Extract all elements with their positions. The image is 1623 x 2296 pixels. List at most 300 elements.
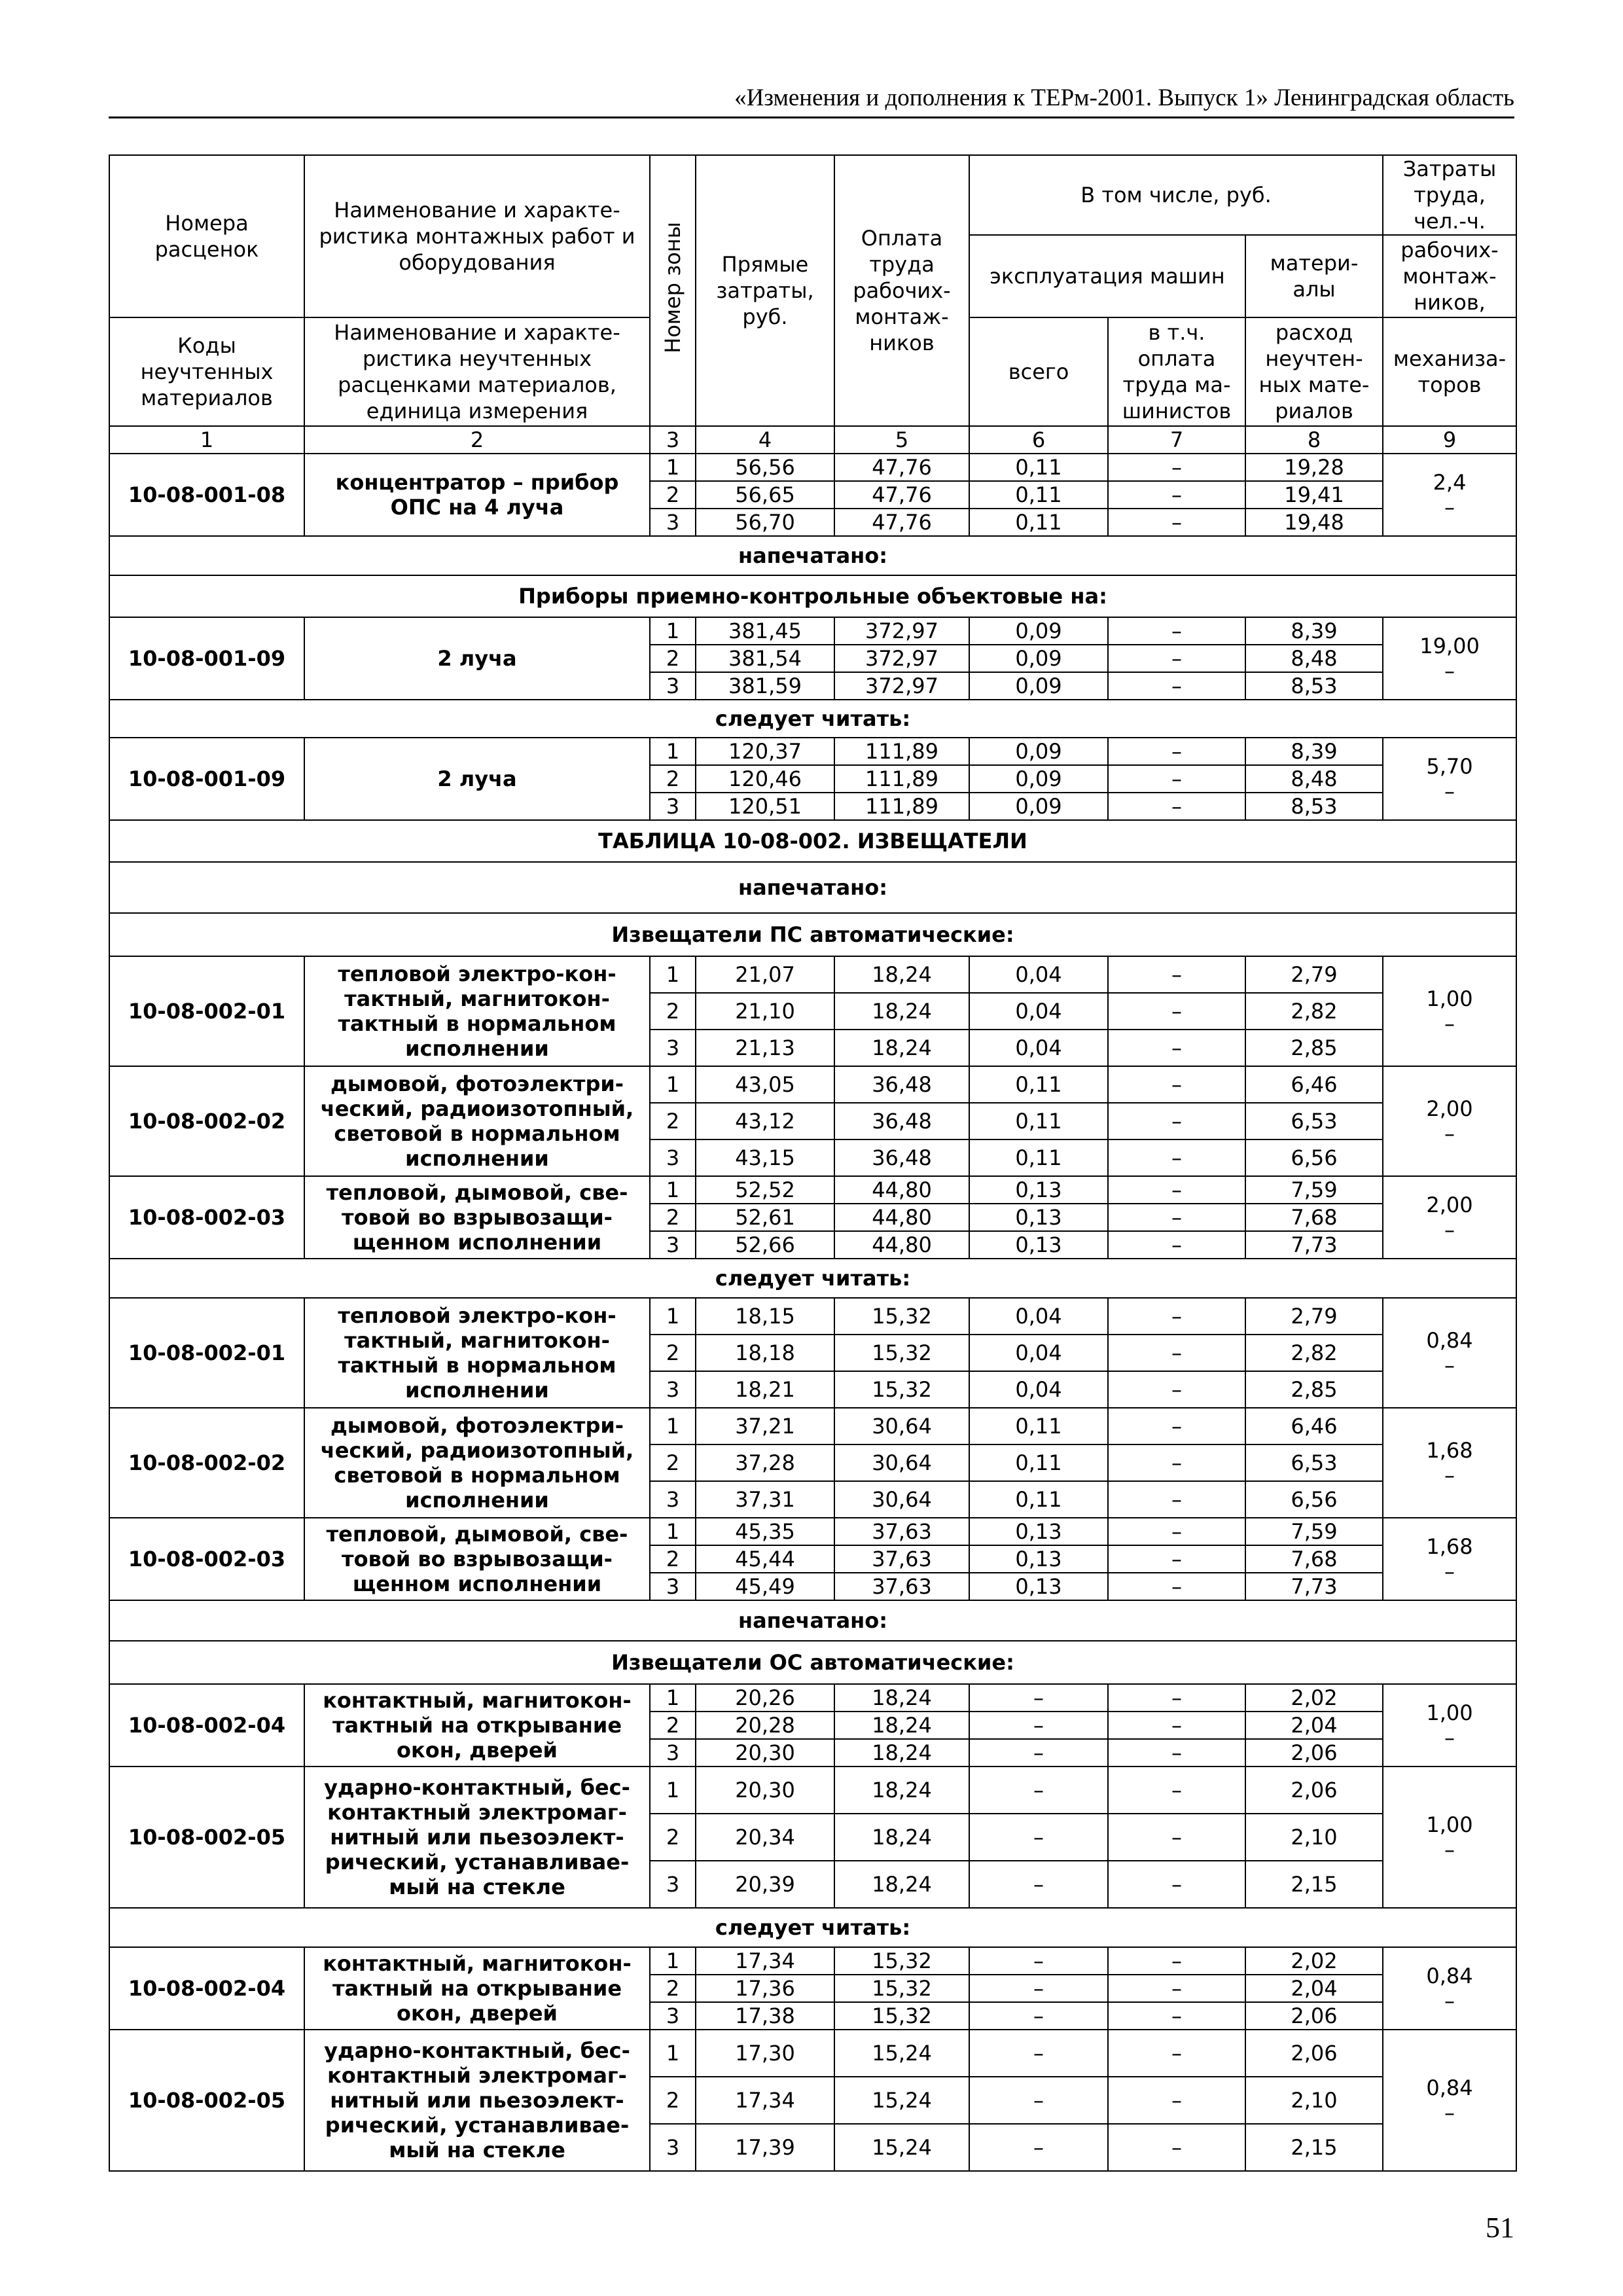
cell-zone: 1 — [650, 1066, 696, 1103]
cell-machinists-wages: – — [1108, 454, 1245, 481]
header-direct-costs: Прямые затраты, руб. — [696, 155, 834, 426]
cell-wages: 15,24 — [834, 2077, 969, 2124]
table-row — [109, 1066, 1516, 1103]
cell-wages: 111,89 — [834, 793, 969, 820]
cell-machinists-wages: – — [1108, 672, 1245, 700]
cell-wages: 36,48 — [834, 1066, 969, 1103]
header-unaccounted-names: Наименование и характе-ристика неучтенных расценками материалов, единица измерения — [304, 317, 650, 426]
cell-machines-total: – — [969, 2002, 1108, 2030]
cell-wages: 372,97 — [834, 617, 969, 645]
rate-name: дымовой, фотоэлектри-ческий, радиоизотопный, световой в нормальном исполнении — [304, 1408, 650, 1518]
cell-direct-costs: 20,28 — [696, 1712, 834, 1739]
cell-zone: 1 — [650, 956, 696, 993]
cell-zone: 1 — [650, 2030, 696, 2077]
cell-direct-costs: 37,21 — [696, 1408, 834, 1444]
cell-machinists-wages: – — [1108, 481, 1245, 509]
column-numbers-row — [109, 426, 1516, 454]
cell-materials: 2,10 — [1245, 2077, 1383, 2124]
cell-wages: 15,24 — [834, 2124, 969, 2171]
labor-cell — [1383, 1947, 1516, 2030]
cell-machines-total: 0,04 — [969, 1371, 1108, 1408]
table-row — [109, 1298, 1516, 1335]
cell-machinists-wages: – — [1108, 1204, 1245, 1231]
cell-wages: 15,32 — [834, 1298, 969, 1335]
col-number: 9 — [1383, 426, 1516, 454]
cell-wages: 37,63 — [834, 1545, 969, 1573]
labor-workers: 0,84 — [1426, 2075, 1473, 2100]
cell-materials: 2,82 — [1245, 993, 1383, 1030]
cell-zone: 1 — [650, 1684, 696, 1712]
should-read-label: следует читать: — [109, 1908, 1516, 1947]
cell-zone: 2 — [650, 993, 696, 1030]
cell-zone: 2 — [650, 481, 696, 509]
cell-machines-total: 0,09 — [969, 617, 1108, 645]
cell-wages: 111,89 — [834, 765, 969, 793]
section-s6 — [109, 1684, 1516, 1908]
cell-materials: 6,56 — [1245, 1481, 1383, 1518]
labor-workers: 1,00 — [1426, 986, 1473, 1011]
cell-machines-total: 0,11 — [969, 1481, 1108, 1518]
cell-machinists-wages: – — [1108, 956, 1245, 993]
label-should-read — [109, 1908, 1516, 1947]
cell-materials: 7,73 — [1245, 1231, 1383, 1259]
labor-cell — [1383, 2030, 1516, 2171]
cell-wages: 15,32 — [834, 1371, 969, 1408]
cell-wages: 18,24 — [834, 1712, 969, 1739]
cell-materials: 2,79 — [1245, 956, 1383, 993]
cell-materials: 7,68 — [1245, 1545, 1383, 1573]
cell-zone: 2 — [650, 1545, 696, 1573]
cell-direct-costs: 18,15 — [696, 1298, 834, 1335]
label-should-read — [109, 1259, 1516, 1298]
labor-workers: 1,68 — [1426, 1438, 1473, 1463]
section-s7 — [109, 1947, 1516, 2171]
cell-zone: 3 — [650, 1573, 696, 1600]
cell-materials: 7,59 — [1245, 1518, 1383, 1545]
table-row — [109, 454, 1516, 481]
col-number: 8 — [1245, 426, 1383, 454]
cell-zone: 3 — [650, 672, 696, 700]
group-title-ps: Извещатели ПС автоматические: — [109, 913, 1516, 956]
rate-name: тепловой, дымовой, све-товой во взрывозащи-щенном исполнении — [304, 1176, 650, 1259]
rate-name: 2 луча — [304, 738, 650, 820]
table-row — [109, 2030, 1516, 2077]
cell-machines-total: 0,11 — [969, 1139, 1108, 1176]
labor-machinists: – — [1444, 495, 1455, 520]
cell-wages: 44,80 — [834, 1176, 969, 1204]
cell-machinists-wages: – — [1108, 1684, 1245, 1712]
cell-materials: 19,48 — [1245, 509, 1383, 536]
cell-materials: 8,48 — [1245, 765, 1383, 793]
cell-machines-total: 0,13 — [969, 1573, 1108, 1600]
rate-name: ударно-контактный, бес-контактный электромаг-нитный или пьезоэлект-рический, устанавливае-мый на стекле — [304, 2030, 650, 2171]
rates-table — [109, 154, 1517, 2172]
cell-zone: 1 — [650, 617, 696, 645]
rate-name: ударно-контактный, бес-контактный электромаг-нитный или пьезоэлект-рический, устанавливае-мый на стекле — [304, 1767, 650, 1908]
cell-machinists-wages: – — [1108, 2077, 1245, 2124]
cell-machinists-wages: – — [1108, 1518, 1245, 1545]
cell-machines-total: – — [969, 1739, 1108, 1767]
cell-direct-costs: 52,61 — [696, 1204, 834, 1231]
rate-code: 10-08-002-03 — [109, 1518, 304, 1600]
cell-materials: 19,41 — [1245, 481, 1383, 509]
labor-workers: 5,70 — [1426, 754, 1473, 779]
cell-zone: 1 — [650, 1298, 696, 1335]
cell-direct-costs: 52,66 — [696, 1231, 834, 1259]
labor-cell — [1383, 1684, 1516, 1767]
cell-zone: 3 — [650, 2002, 696, 2030]
rate-name: тепловой электро-кон-тактный, магнитокон-тактный в нормальном исполнении — [304, 1298, 650, 1408]
cell-machines-total: – — [969, 1947, 1108, 1975]
labor-machinists: – — [1444, 1217, 1455, 1242]
cell-materials: 2,79 — [1245, 1298, 1383, 1335]
cell-machinists-wages: – — [1108, 1103, 1245, 1139]
cell-materials: 2,85 — [1245, 1371, 1383, 1408]
cell-wages: 18,24 — [834, 1814, 969, 1861]
cell-machinists-wages: – — [1108, 1444, 1245, 1481]
cell-zone: 1 — [650, 738, 696, 765]
labor-workers: 19,00 — [1419, 634, 1480, 658]
cell-materials: 8,39 — [1245, 617, 1383, 645]
rate-code: 10-08-002-04 — [109, 1947, 304, 2030]
table-row — [109, 1518, 1516, 1545]
labor-workers: 1,00 — [1426, 1812, 1473, 1837]
header-incl: В том числе, руб. — [969, 155, 1383, 235]
cell-direct-costs: 56,70 — [696, 509, 834, 536]
labor-machinists: – — [1444, 658, 1455, 683]
header-machines: эксплуатация машин — [969, 235, 1245, 317]
cell-machines-total: 0,04 — [969, 993, 1108, 1030]
header-incl-driver: в т.ч. оплата труда ма-шинистов — [1108, 317, 1245, 426]
labor-workers: 2,00 — [1426, 1193, 1473, 1217]
labor-cell — [1383, 1408, 1516, 1518]
labor-workers: 0,84 — [1426, 1328, 1473, 1353]
cell-wages: 47,76 — [834, 454, 969, 481]
cell-wages: 15,32 — [834, 1947, 969, 1975]
cell-machinists-wages: – — [1108, 765, 1245, 793]
cell-direct-costs: 381,45 — [696, 617, 834, 645]
cell-zone: 3 — [650, 1030, 696, 1066]
rate-code: 10-08-001-09 — [109, 617, 304, 700]
printed-label: напечатано: — [109, 536, 1516, 575]
cell-wages: 30,64 — [834, 1408, 969, 1444]
page-number: 51 — [1486, 2212, 1514, 2244]
cell-direct-costs: 20,39 — [696, 1861, 834, 1908]
cell-direct-costs: 56,56 — [696, 454, 834, 481]
cell-materials: 7,59 — [1245, 1176, 1383, 1204]
rate-code: 10-08-002-01 — [109, 1298, 304, 1408]
cell-machinists-wages: – — [1108, 1481, 1245, 1518]
cell-machines-total: 0,13 — [969, 1545, 1108, 1573]
cell-machines-total: – — [969, 1767, 1108, 1814]
col-number: 6 — [969, 426, 1108, 454]
cell-zone: 2 — [650, 1814, 696, 1861]
label-should-read — [109, 700, 1516, 738]
cell-wages: 47,76 — [834, 509, 969, 536]
labor-cell — [1383, 1518, 1516, 1600]
cell-materials: 8,53 — [1245, 672, 1383, 700]
cell-wages: 18,24 — [834, 1767, 969, 1814]
cell-direct-costs: 43,12 — [696, 1103, 834, 1139]
cell-machinists-wages: – — [1108, 1545, 1245, 1573]
cell-wages: 18,24 — [834, 1861, 969, 1908]
cell-direct-costs: 381,54 — [696, 645, 834, 672]
header-rate-numbers: Номера расценок — [109, 155, 304, 317]
cell-zone: 3 — [650, 509, 696, 536]
cell-machinists-wages: – — [1108, 2030, 1245, 2077]
cell-machines-total: 0,09 — [969, 672, 1108, 700]
cell-machines-total: 0,09 — [969, 645, 1108, 672]
col-number: 3 — [650, 426, 696, 454]
cell-zone: 1 — [650, 454, 696, 481]
col-number: 7 — [1108, 426, 1245, 454]
labor-cell — [1383, 1066, 1516, 1176]
cell-machines-total: – — [969, 2030, 1108, 2077]
cell-materials: 8,39 — [1245, 738, 1383, 765]
should-read-label: следует читать: — [109, 700, 1516, 738]
rate-name: контактный, магнитокон-тактный на открывание окон, дверей — [304, 1947, 650, 2030]
rate-name: тепловой, дымовой, све-товой во взрывозащи-щенном исполнении — [304, 1518, 650, 1600]
cell-wages: 18,24 — [834, 1739, 969, 1767]
group-title-receivers: Приборы приемно-контрольные объектовые на: — [109, 575, 1516, 617]
rate-code: 10-08-002-05 — [109, 2030, 304, 2171]
cell-wages: 18,24 — [834, 993, 969, 1030]
cell-wages: 111,89 — [834, 738, 969, 765]
header-wages: Оплата труда рабочих-монтаж-ников — [834, 155, 969, 426]
cell-machines-total: – — [969, 1975, 1108, 2002]
cell-materials: 7,73 — [1245, 1573, 1383, 1600]
cell-machines-total: 0,11 — [969, 481, 1108, 509]
section-s3 — [109, 738, 1516, 820]
cell-machinists-wages: – — [1108, 1814, 1245, 1861]
cell-direct-costs: 45,35 — [696, 1518, 834, 1545]
labor-machinists: – — [1444, 779, 1455, 804]
cell-zone: 3 — [650, 1231, 696, 1259]
labor-cell — [1383, 617, 1516, 700]
cell-zone: 3 — [650, 2124, 696, 2171]
table-row — [109, 1767, 1516, 1814]
cell-wages: 36,48 — [834, 1139, 969, 1176]
cell-zone: 2 — [650, 1975, 696, 2002]
cell-machinists-wages: – — [1108, 617, 1245, 645]
labor-workers: 1,00 — [1426, 1700, 1473, 1725]
cell-zone: 3 — [650, 1481, 696, 1518]
cell-machinists-wages: – — [1108, 993, 1245, 1030]
rate-code: 10-08-002-03 — [109, 1176, 304, 1259]
cell-direct-costs: 20,26 — [696, 1684, 834, 1712]
rate-code: 10-08-002-05 — [109, 1767, 304, 1908]
cell-machines-total: 0,13 — [969, 1518, 1108, 1545]
cell-zone: 2 — [650, 1335, 696, 1371]
cell-direct-costs: 37,31 — [696, 1481, 834, 1518]
table-row — [109, 1947, 1516, 1975]
cell-wages: 15,32 — [834, 2002, 969, 2030]
cell-machines-total: – — [969, 2124, 1108, 2171]
printed-label: напечатано: — [109, 862, 1516, 913]
cell-wages: 37,63 — [834, 1518, 969, 1545]
cell-direct-costs: 17,34 — [696, 2077, 834, 2124]
table-row — [109, 617, 1516, 645]
cell-zone: 3 — [650, 1739, 696, 1767]
header-labor: Затраты труда, чел.-ч. — [1383, 155, 1516, 235]
cell-machinists-wages: – — [1108, 1739, 1245, 1767]
cell-wages: 44,80 — [834, 1204, 969, 1231]
cell-direct-costs: 20,34 — [696, 1814, 834, 1861]
cell-direct-costs: 18,18 — [696, 1335, 834, 1371]
cell-wages: 18,24 — [834, 956, 969, 993]
cell-materials: 6,46 — [1245, 1408, 1383, 1444]
cell-direct-costs: 120,37 — [696, 738, 834, 765]
cell-direct-costs: 17,36 — [696, 1975, 834, 2002]
cell-materials: 2,06 — [1245, 2002, 1383, 2030]
cell-machines-total: 0,11 — [969, 1408, 1108, 1444]
cell-machinists-wages: – — [1108, 1767, 1245, 1814]
cell-wages: 37,63 — [834, 1573, 969, 1600]
labor-cell — [1383, 1176, 1516, 1259]
cell-machinists-wages: – — [1108, 1176, 1245, 1204]
cell-wages: 44,80 — [834, 1231, 969, 1259]
cell-materials: 6,53 — [1245, 1444, 1383, 1481]
cell-machines-total: 0,09 — [969, 765, 1108, 793]
col-number: 5 — [834, 426, 969, 454]
header-work-name: Наименование и характе-ристика монтажных работ и оборудования — [304, 155, 650, 317]
cell-materials: 2,82 — [1245, 1335, 1383, 1371]
labor-machinists: – — [1444, 1837, 1455, 1862]
cell-materials: 2,02 — [1245, 1947, 1383, 1975]
label-printed — [109, 536, 1516, 617]
cell-wages: 18,24 — [834, 1684, 969, 1712]
rate-code: 10-08-002-02 — [109, 1066, 304, 1176]
cell-machines-total: 0,11 — [969, 1103, 1108, 1139]
labor-machinists: – — [1444, 1559, 1455, 1584]
table-header — [109, 155, 1516, 454]
labor-cell — [1383, 1298, 1516, 1408]
cell-machinists-wages: – — [1108, 1861, 1245, 1908]
cell-machinists-wages: – — [1108, 1573, 1245, 1600]
cell-zone: 3 — [650, 793, 696, 820]
cell-machines-total: 0,11 — [969, 509, 1108, 536]
cell-direct-costs: 45,44 — [696, 1545, 834, 1573]
cell-materials: 2,02 — [1245, 1684, 1383, 1712]
cell-wages: 15,32 — [834, 1335, 969, 1371]
labor-machinists: – — [1444, 1011, 1455, 1036]
labor-cell — [1383, 1767, 1516, 1908]
cell-zone: 1 — [650, 1767, 696, 1814]
cell-materials: 2,15 — [1245, 1861, 1383, 1908]
col-number: 4 — [696, 426, 834, 454]
labor-machinists: – — [1444, 1988, 1455, 2013]
cell-machines-total: 0,04 — [969, 956, 1108, 993]
cell-direct-costs: 43,15 — [696, 1139, 834, 1176]
cell-machines-total: 0,13 — [969, 1231, 1108, 1259]
col-number: 1 — [109, 426, 304, 454]
cell-machinists-wages: – — [1108, 2002, 1245, 2030]
cell-wages: 372,97 — [834, 645, 969, 672]
cell-wages: 36,48 — [834, 1103, 969, 1139]
cell-materials: 19,28 — [1245, 454, 1383, 481]
cell-materials: 2,10 — [1245, 1814, 1383, 1861]
header-zone — [650, 155, 696, 426]
labor-machinists: – — [1444, 1725, 1455, 1750]
labor-cell — [1383, 454, 1516, 536]
section-s1 — [109, 454, 1516, 536]
table-title: ТАБЛИЦА 10-08-002. ИЗВЕЩАТЕЛИ — [109, 820, 1516, 862]
cell-machinists-wages: – — [1108, 1335, 1245, 1371]
labor-workers: 0,84 — [1426, 1964, 1473, 1988]
cell-zone: 1 — [650, 1176, 696, 1204]
cell-materials: 6,46 — [1245, 1066, 1383, 1103]
cell-wages: 30,64 — [834, 1444, 969, 1481]
header-materials: матери-алы — [1245, 235, 1383, 317]
header-total: всего — [969, 317, 1108, 426]
cell-zone: 2 — [650, 645, 696, 672]
cell-machinists-wages: – — [1108, 1408, 1245, 1444]
cell-machinists-wages: – — [1108, 1298, 1245, 1335]
cell-direct-costs: 381,59 — [696, 672, 834, 700]
labor-cell — [1383, 956, 1516, 1066]
cell-machinists-wages: – — [1108, 1947, 1245, 1975]
labor-machinists: – — [1444, 1463, 1455, 1488]
rate-name: тепловой электро-кон-тактный, магнитокон-тактный в нормальном исполнении — [304, 956, 650, 1066]
cell-zone: 2 — [650, 765, 696, 793]
cell-machinists-wages: – — [1108, 1030, 1245, 1066]
should-read-label: следует читать: — [109, 1259, 1516, 1298]
cell-direct-costs: 17,30 — [696, 2030, 834, 2077]
running-header: «Изменения и дополнения к ТЕРм-2001. Выпуск 1» Ленинградская область — [109, 84, 1514, 118]
cell-machinists-wages: – — [1108, 2124, 1245, 2171]
cell-materials: 8,48 — [1245, 645, 1383, 672]
labor-machinists: – — [1444, 1353, 1455, 1378]
cell-zone: 2 — [650, 1204, 696, 1231]
cell-machinists-wages: – — [1108, 1975, 1245, 2002]
cell-materials: 2,04 — [1245, 1712, 1383, 1739]
cell-direct-costs: 17,39 — [696, 2124, 834, 2171]
cell-direct-costs: 21,07 — [696, 956, 834, 993]
cell-materials: 2,04 — [1245, 1975, 1383, 2002]
cell-zone: 2 — [650, 2077, 696, 2124]
table-row — [109, 1408, 1516, 1444]
labor-cell — [1383, 738, 1516, 820]
cell-wages: 372,97 — [834, 672, 969, 700]
cell-machines-total: 0,13 — [969, 1176, 1108, 1204]
cell-direct-costs: 120,51 — [696, 793, 834, 820]
cell-materials: 2,06 — [1245, 1767, 1383, 1814]
cell-machines-total: 0,09 — [969, 793, 1108, 820]
labor-workers: 1,68 — [1426, 1534, 1473, 1559]
rate-name: дымовой, фотоэлектри-ческий, радиоизотопный, световой в нормальном исполнении — [304, 1066, 650, 1176]
cell-wages: 18,24 — [834, 1030, 969, 1066]
col-number: 2 — [304, 426, 650, 454]
rate-code: 10-08-001-09 — [109, 738, 304, 820]
cell-machines-total: 0,04 — [969, 1298, 1108, 1335]
cell-materials: 2,06 — [1245, 1739, 1383, 1767]
header-machinists: механиза-торов — [1383, 317, 1516, 426]
cell-machines-total: 0,11 — [969, 1444, 1108, 1481]
cell-machinists-wages: – — [1108, 509, 1245, 536]
cell-direct-costs: 45,49 — [696, 1573, 834, 1600]
labor-machinists: – — [1444, 1121, 1455, 1146]
cell-zone: 3 — [650, 1371, 696, 1408]
cell-direct-costs: 56,65 — [696, 481, 834, 509]
labor-machinists: – — [1444, 2100, 1455, 2125]
cell-machines-total: 0,09 — [969, 738, 1108, 765]
cell-machines-total: – — [969, 1712, 1108, 1739]
cell-machinists-wages: – — [1108, 1712, 1245, 1739]
label-printed — [109, 1600, 1516, 1684]
cell-materials: 2,15 — [1245, 2124, 1383, 2171]
cell-machines-total: 0,04 — [969, 1335, 1108, 1371]
cell-direct-costs: 20,30 — [696, 1767, 834, 1814]
